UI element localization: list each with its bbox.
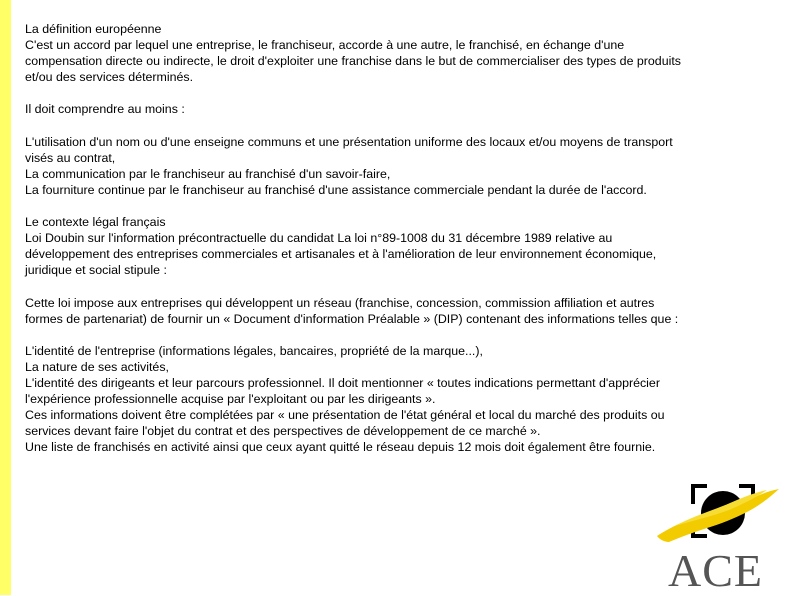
text-line: Il doit comprendre au moins : xyxy=(25,102,185,117)
list-item: La communication par le franchiseur au franchisé d'un savoir-faire, xyxy=(25,166,391,181)
list-item: Une liste de franchisés en activité ainsi que ceux ayant quitté le réseau depuis 12 mois doit également être fournie. xyxy=(25,440,656,455)
text-line: formes de partenariat) de fournir un « Document d'information Préalable » (DIP) contenant des informations telles que : xyxy=(25,311,679,326)
text-line: juridique et social stipule : xyxy=(25,263,167,278)
list-item: La fourniture continue par le franchiseur au franchisé d'une assistance commerciale pendant la durée de l'accord. xyxy=(25,182,647,197)
heading-french-legal-context: Le contexte légal français xyxy=(25,215,166,230)
text-line: et/ou des services déterminés. xyxy=(25,70,194,85)
text-line: développement des entreprises commerciales et artisanales et à l'amélioration de leur environnement économique, xyxy=(25,247,657,262)
list-item: La nature de ses activités, xyxy=(25,359,169,374)
text-line: Loi Doubin sur l'information précontractuelle du candidat La loi n°89-1008 du 31 décembre 1989 relative au xyxy=(25,231,613,246)
list-item: services devant faire l'objet du contrat et des perspectives de développement de ce marché ». xyxy=(25,424,541,439)
text-line: compensation directe ou indirecte, le droit d'exploiter une franchise dans le but de commercialiser des types de produits xyxy=(25,54,681,69)
list-item: L'identité des dirigeants et leur parcours professionnel. Il doit mentionner « toutes indications permettant d'apprécier xyxy=(25,376,660,391)
list-item: Ces informations doivent être complétées par « une présentation de l'état général et local du marché des produits ou xyxy=(25,408,665,423)
list-item: visés au contrat, xyxy=(25,150,116,165)
ace-logo-text: ACE xyxy=(668,545,763,596)
text-line: Cette loi impose aux entreprises qui développent un réseau (franchise, concession, commission affiliation et autres xyxy=(25,295,655,310)
list-item: L'identité de l'entreprise (informations légales, bancaires, propriété de la marque...), xyxy=(25,343,483,358)
heading-european-definition: La définition européenne xyxy=(25,22,162,36)
list-item: l'expérience professionnelle acquise par l'exploitant ou par les dirigeants ». xyxy=(25,392,436,407)
list-item: L'utilisation d'un nom ou d'une enseigne communs et une présentation uniforme des locaux et/ou moyens de transport xyxy=(25,134,673,149)
document-body xyxy=(25,21,773,456)
left-stripe xyxy=(0,0,11,595)
text-line: C'est un accord par lequel une entreprise, le franchiseur, accorde à une autre, le franchisé, en échange d'une xyxy=(25,38,625,53)
